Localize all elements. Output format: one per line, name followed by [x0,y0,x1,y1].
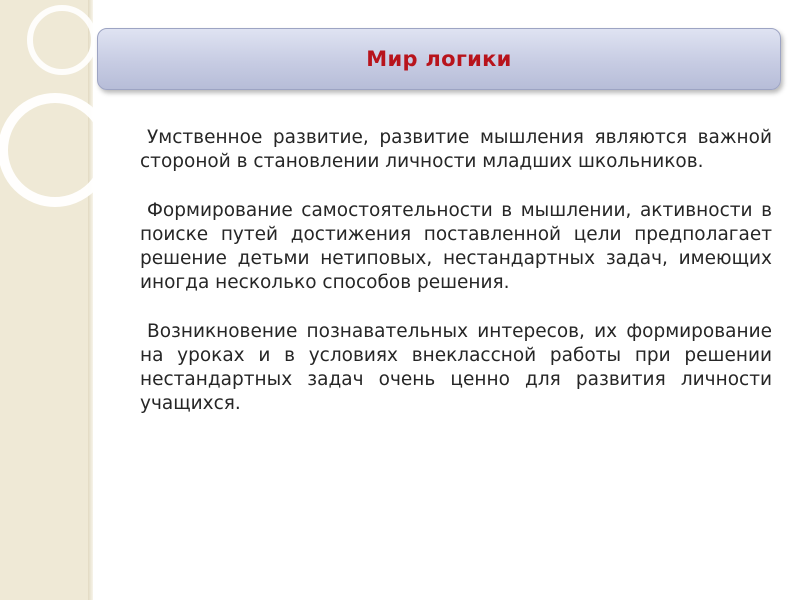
title-bar [97,28,781,90]
paragraph-2: Формирование самостоятельности в мышлении, активности в поиске путей достижения поставленной цели предполагает решение детьми нетиповых, нестандартных задач, имеющих иногда несколько способов решения. [140,199,772,294]
decorative-circle-large [3,98,107,202]
slide-title: Мир логики [366,47,512,71]
body-text [140,126,772,416]
paragraph-3: Возникновение познавательных интересов, их формирование на уроках и в условиях внеклассной работы при решении нестандартных задач очень ценно для развития личности учащихся. [140,320,772,415]
decorative-circle-small [30,8,94,72]
paragraph-1: Умственное развитие, развитие мышления являются важной стороной в становлении личности младших школьников. [140,127,772,173]
